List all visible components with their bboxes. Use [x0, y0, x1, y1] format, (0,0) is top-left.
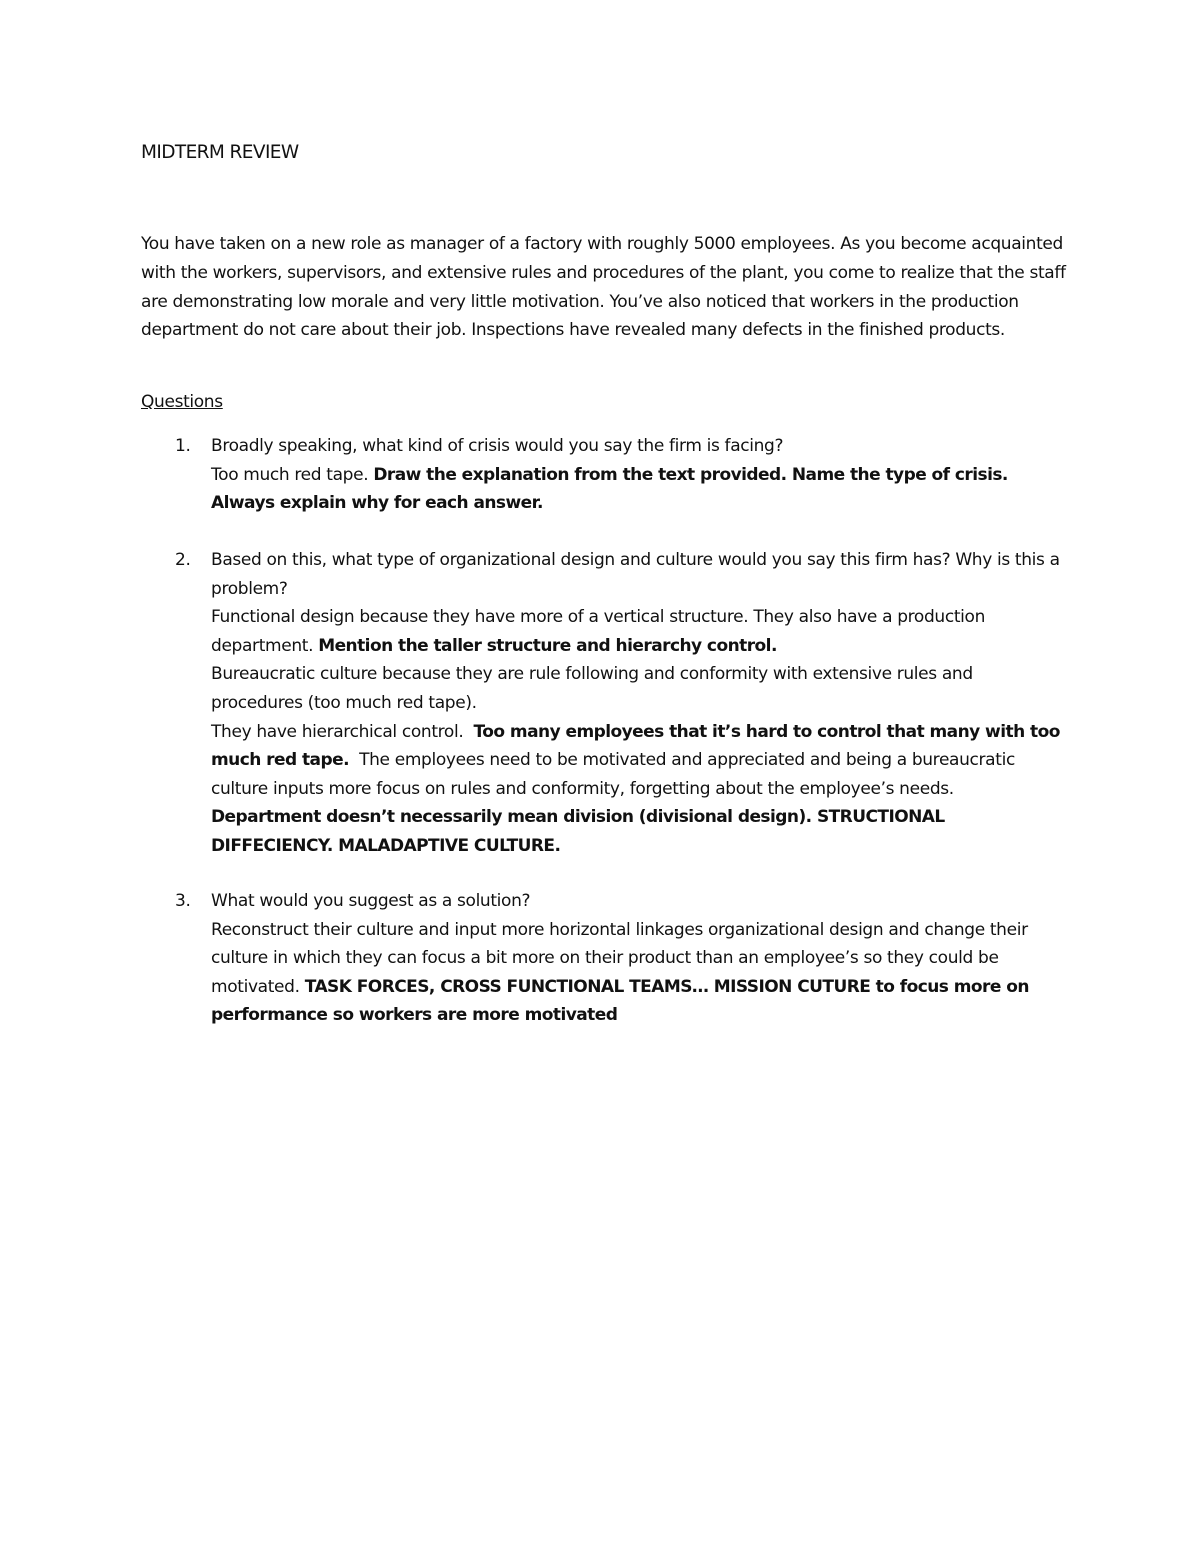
feedback-text: TASK FORCES, CROSS FUNCTIONAL TEAMS… MISSION CUTURE to focus more on performance so workers are more motivated: [211, 976, 1029, 1026]
question-body: [211, 546, 1061, 861]
feedback-text: Department doesn’t necessarily mean division (divisional design). STRUCTIONAL DIFFECIENCY. MALADAPTIVE CULTURE.: [211, 807, 945, 856]
answer-block: [211, 461, 1061, 518]
answer-text: Reconstruct their culture and input more horizontal linkages organizational design and change their culture in which they can focus a bit more on their product than an employee’s so they could be motivated.: [211, 919, 1028, 997]
question-number: 1.: [175, 436, 191, 456]
feedback-text: Too many employees that it’s hard to control that many with too much red tape.: [211, 721, 1060, 771]
question-number: 2.: [175, 550, 191, 570]
feedback-text: Mention the taller structure and hierarchy control.: [318, 635, 777, 656]
document-title: MIDTERM REVIEW: [141, 142, 299, 163]
answer-block: [211, 916, 1061, 1030]
question-text: Broadly speaking, what kind of crisis would you say the firm is facing?: [211, 436, 784, 456]
question-number: 3.: [175, 891, 191, 911]
question-body: [211, 887, 1061, 1030]
answer-block: [211, 603, 1061, 660]
answer-text: Too much red tape.: [211, 464, 369, 485]
question-text: Based on this, what type of organizational design and culture would you say this firm has? Why is this a problem?: [211, 550, 1060, 599]
answer-text: Bureaucratic culture because they are rule following and conformity with extensive rules and procedures (too much red tape).: [211, 664, 973, 713]
question-text: What would you suggest as a solution?: [211, 891, 531, 911]
questions-heading: Questions: [141, 392, 223, 412]
answer-text: The employees need to be motivated and appreciated and being a bureaucratic culture inputs more focus on rules and conformity, forgetting about the employee’s needs.: [211, 750, 1015, 799]
question-body: [211, 432, 1061, 518]
scenario-paragraph: You have taken on a new role as manager of a factory with roughly 5000 employees. As you become acquainted with the workers, supervisors, and extensive rules and procedures of the plant, you come to realize that the staff are demonstrating low morale and very little motivation. You’ve also noticed that workers in the production department do not care about their job. Inspections have revealed many defects in the finished products.: [141, 234, 1066, 341]
answer-block: [211, 718, 1061, 861]
answer-text: They have hierarchical control.: [211, 721, 464, 742]
feedback-text: Draw the explanation from the text provided. Name the type of crisis. Always explain why for each answer.: [211, 464, 1008, 514]
answer-text: Functional design because they have more of a vertical structure. They also have a production department.: [211, 607, 985, 656]
